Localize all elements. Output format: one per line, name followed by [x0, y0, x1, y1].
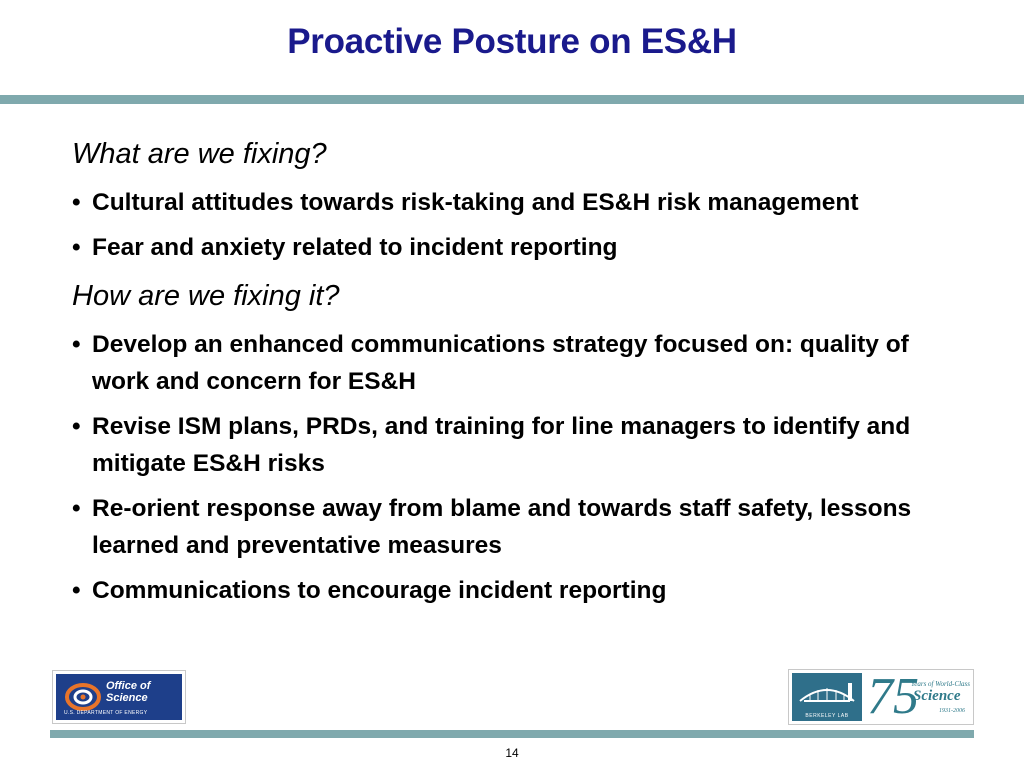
doe-swirl-icon: [64, 680, 102, 714]
section-heading-how: How are we fixing it?: [72, 280, 340, 312]
anniversary-dates: 1931-2006: [939, 708, 965, 714]
top-divider: [0, 95, 1024, 104]
bullet-text: Develop an enhanced communications strategy focused on: quality of work and concern for ES&H: [92, 331, 909, 395]
bullet-list-fixing: [72, 184, 952, 266]
bullet-item: [72, 572, 952, 609]
bullet-item: [72, 229, 952, 266]
bullet-glyph: •: [72, 495, 81, 522]
bullet-item: [72, 490, 952, 564]
slide-title: Proactive Posture on ES&H: [287, 22, 737, 61]
berkeley-lab-badge: [792, 673, 862, 721]
bullet-glyph: •: [72, 331, 81, 358]
cyclotron-building-icon: [794, 675, 860, 711]
slide-content: [72, 134, 952, 617]
bottom-divider: [50, 730, 974, 738]
page-number: 14: [505, 746, 519, 760]
office-of-science-logo: [52, 670, 186, 724]
section-heading-fixing: What are we fixing?: [72, 138, 327, 170]
bullet-text: Cultural attitudes towards risk-taking and ES&H risk management: [92, 189, 859, 216]
berkeley-lab-label: BERKELEY LAB: [805, 713, 849, 719]
bullet-text: Communications to encourage incident reporting: [92, 577, 667, 604]
office-of-science-name: Office of Science: [106, 680, 151, 704]
bullet-item: [72, 326, 952, 400]
bullet-glyph: •: [72, 577, 81, 604]
bullet-glyph: •: [72, 234, 81, 261]
bullet-text: Revise ISM plans, PRDs, and training for line managers to identify and mitigate ES&H risks: [92, 413, 911, 477]
bullet-text: Re-orient response away from blame and towards staff safety, lessons learned and preventative measures: [92, 495, 912, 559]
anniversary-word: Science: [913, 688, 961, 704]
bullet-item: [72, 184, 952, 221]
anniversary-number: 75: [867, 668, 919, 725]
doe-label: U.S. DEPARTMENT OF ENERGY: [64, 710, 148, 716]
bullet-glyph: •: [72, 189, 81, 216]
bullet-list-how: [72, 326, 952, 609]
bullet-item: [72, 408, 952, 482]
anniversary-tagline: Years of World-Class: [911, 680, 971, 688]
bullet-text: Fear and anxiety related to incident reporting: [92, 234, 618, 261]
bullet-glyph: •: [72, 413, 81, 440]
berkeley-lab-75-logo: [788, 669, 974, 725]
